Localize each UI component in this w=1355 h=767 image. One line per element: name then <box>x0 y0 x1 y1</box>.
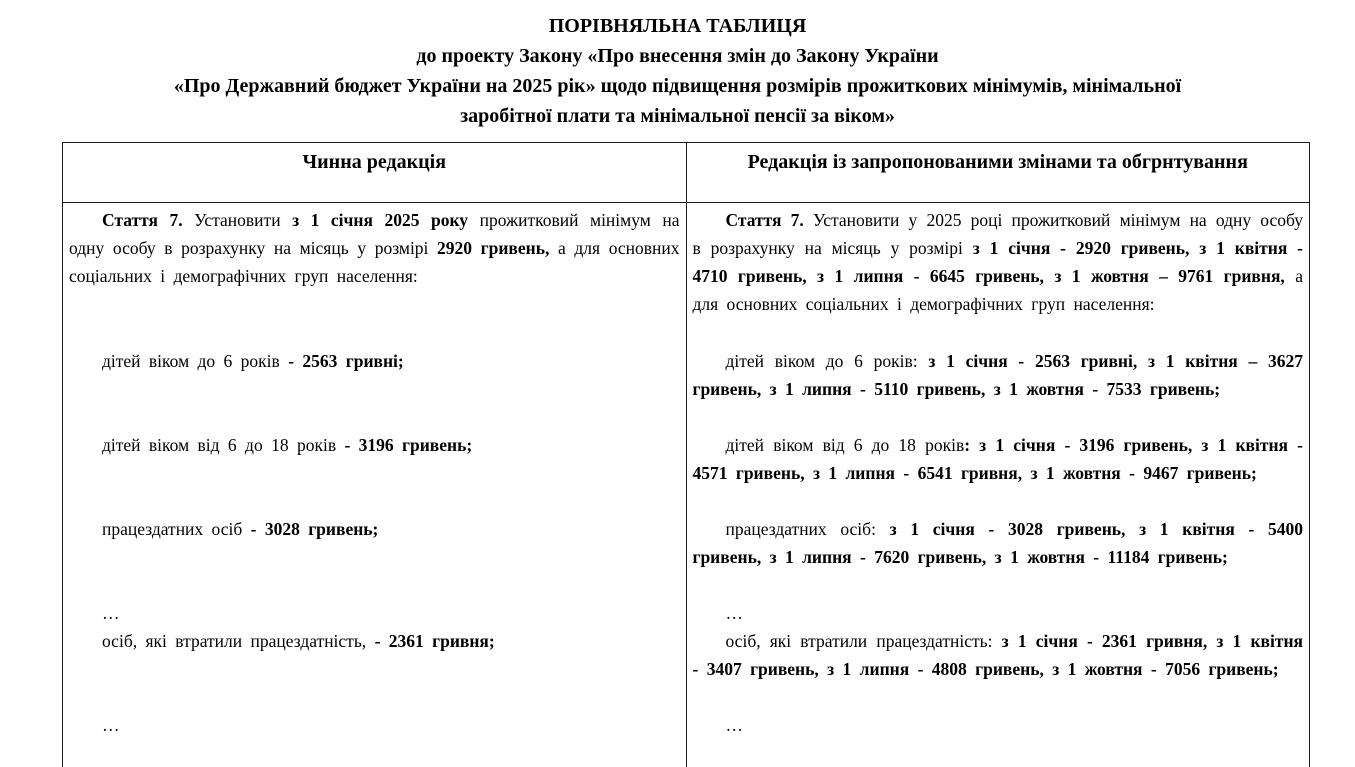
proposed-edition-cell <box>686 515 1310 599</box>
text-run: працездатних осіб <box>102 519 251 539</box>
paragraph <box>69 627 680 655</box>
current-edition-cell <box>63 203 687 348</box>
text-run: … <box>102 715 120 735</box>
comparison-table-head <box>63 143 1310 203</box>
text-run: з 1 січня - 2361 гривня, з 1 квітня - 3407 гривень, з 1 липня - 4808 гривень, з 1 жовтня - 7056 гривень; <box>693 631 1304 679</box>
proposed-edition-cell <box>686 203 1310 348</box>
table-row-working-age-persons <box>63 515 1310 599</box>
text-run: працездатних осіб: <box>726 519 890 539</box>
paragraph <box>693 206 1304 318</box>
text-run: з 1 січня - 2920 гривень, з 1 квітня - 4710 гривень, з 1 липня - 6645 гривень, з 1 жовтня – 9761 гривня, <box>693 238 1304 286</box>
paragraph <box>693 347 1304 403</box>
text-run: з 1 січня 2025 року <box>292 210 468 230</box>
table-row-article-7 <box>63 203 1310 348</box>
table-row-ellipsis-2 <box>63 711 1310 767</box>
comparison-table-body <box>63 203 1310 767</box>
text-run: 2920 гривень, <box>437 238 549 258</box>
paragraph <box>693 627 1304 683</box>
text-run: Установити у 2025 році прожитковий мінімум на одну особу в розрахунку на місяць у розмірі <box>693 210 1304 258</box>
current-edition-cell <box>63 515 687 599</box>
text-run: Стаття 7. <box>726 210 804 230</box>
text-run: а для основних соціальних і демографічних груп населення: <box>693 266 1304 314</box>
paragraph <box>693 431 1304 487</box>
table-row-children-under-6 <box>63 347 1310 431</box>
proposed-edition-cell <box>686 431 1310 515</box>
text-run: з 1 січня - 3028 гривень, з 1 квітня - 5400 гривень, з 1 липня - 7620 гривень, з 1 жовтня - 11184 гривень; <box>693 519 1303 567</box>
table-row-children-6-to-18 <box>63 431 1310 515</box>
text-run: дітей віком від 6 до 18 років <box>102 435 344 455</box>
page-title: ПОРІВНЯЛЬНА ТАБЛИЦЯ <box>0 11 1355 41</box>
current-edition-cell <box>63 347 687 431</box>
header-row <box>63 143 1310 203</box>
text-run: прожитковий мінімум на одну особу в розрахунку на місяць у розмірі <box>69 210 679 258</box>
subtitle-line-3: заробітної плати та мінімальної пенсії за віком» <box>0 101 1355 131</box>
text-run: з 1 січня - 2563 гривні, з 1 квітня – 3627 гривень, з 1 липня - 5110 гривень, з 1 жовтня - 7533 гривень; <box>693 351 1304 399</box>
column-header-proposed-edition: Редакція із запропонованими змінами та обгрнтування <box>686 143 1310 203</box>
current-edition-cell <box>63 711 687 767</box>
text-run: дітей віком до 6 років: <box>726 351 929 371</box>
paragraph <box>693 599 1304 627</box>
text-run: осіб, які втратили працездатність, <box>102 631 375 651</box>
proposed-edition-cell <box>686 627 1310 711</box>
text-run: Стаття 7. <box>102 210 183 230</box>
subtitle-line-1: до проекту Закону «Про внесення змін до Закону України <box>0 41 1355 71</box>
current-edition-cell <box>63 599 687 627</box>
text-run: осіб, які втратили працездатність: <box>726 631 1002 651</box>
current-edition-cell <box>63 431 687 515</box>
paragraph <box>69 599 680 627</box>
subtitle-line-2: «Про Державний бюджет України на 2025 рік» щодо підвищення розмірів прожиткових мінімумів, мінімальної <box>0 71 1355 101</box>
text-run: Установити <box>183 210 292 230</box>
text-run: дітей віком до 6 років <box>102 351 288 371</box>
column-header-current-edition: Чинна редакція <box>63 143 687 203</box>
comparison-table <box>62 142 1310 767</box>
text-run: … <box>726 715 744 735</box>
paragraph <box>69 347 680 375</box>
paragraph <box>69 515 680 543</box>
paragraph <box>693 711 1304 739</box>
text-run: дітей віком від 6 до 18 років <box>726 435 965 455</box>
paragraph <box>69 431 680 459</box>
text-run: - 2361 гривня; <box>375 631 495 651</box>
paragraph <box>693 515 1304 571</box>
document-header <box>0 0 1355 131</box>
text-run: : з 1 січня - 3196 гривень, з 1 квітня - 4571 гривень, з 1 липня - 6541 гривня, з 1 жовтня - 9467 гривень; <box>693 435 1303 483</box>
paragraph <box>69 711 680 739</box>
proposed-edition-cell <box>686 599 1310 627</box>
proposed-edition-cell <box>686 347 1310 431</box>
text-run: … <box>726 603 744 623</box>
text-run: … <box>102 603 120 623</box>
table-row-ellipsis-1 <box>63 599 1310 627</box>
current-edition-cell <box>63 627 687 711</box>
text-run: - 3196 гривень; <box>344 435 472 455</box>
text-run: - 3028 гривень; <box>251 519 379 539</box>
text-run: а для основних соціальних і демографічних груп населення: <box>69 238 680 286</box>
text-run: - 2563 гривні; <box>288 351 404 371</box>
proposed-edition-cell <box>686 711 1310 767</box>
table-row-persons-lost-capacity <box>63 627 1310 711</box>
paragraph <box>69 206 680 290</box>
